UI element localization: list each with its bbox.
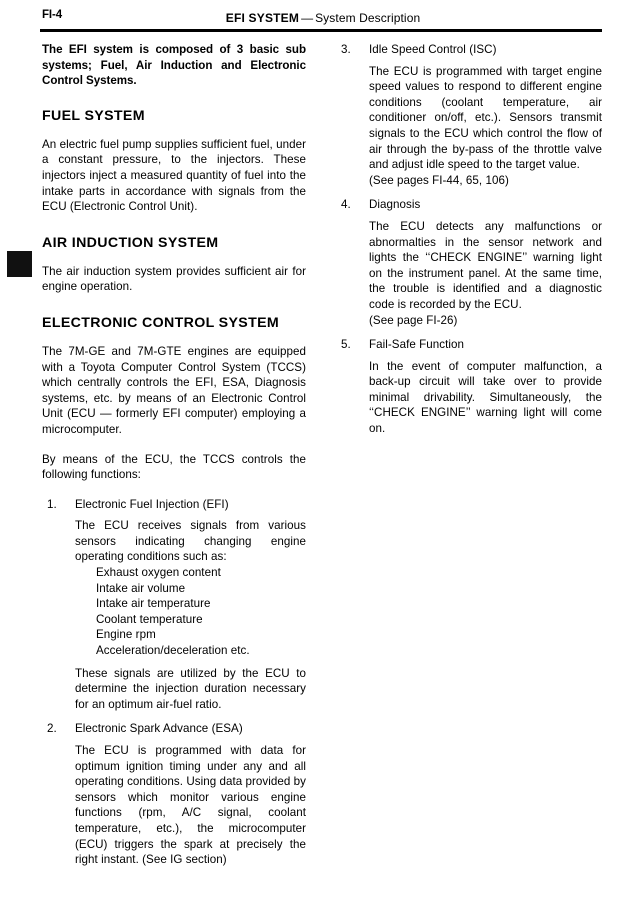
heading-electronic-control-system: ELECTRONIC CONTROL SYSTEM bbox=[42, 314, 280, 331]
heading-fuel-system: FUEL SYSTEM bbox=[42, 107, 145, 124]
list-item-title: Fail-Safe Function bbox=[369, 338, 464, 352]
sensor-list-item: Engine rpm bbox=[96, 628, 156, 642]
list-item-body: The ECU is programmed with data for optimum ignition timing under any and all operating conditions. Using data provided by sensors which monitor various engine functions (rpm, A/C signal, coolant temperature, etc.), the microcomputer (ECU) triggers the spark at precisely the right instant. (See IG section) bbox=[75, 744, 307, 867]
right-column bbox=[336, 42, 602, 437]
electronic-control-paragraph-1: The 7M-GE and 7M-GTE engines are equipped with a Toyota Computer Control System (TCCS) which centrally controls the EFI, ESA, Diagnosis systems, etc. by means of an Electronic Control Unit (ECU — formerly EFI computer) employing a microcomputer. bbox=[42, 344, 306, 436]
list-item-body: In the event of computer malfunction, a back-up circuit will take over to provide minimal drivability. Simultaneously, the ‘‘CHECK ENGINE’’ warning light will come on. bbox=[369, 359, 602, 436]
tccs-function-list-left bbox=[42, 497, 306, 868]
air-induction-paragraph: The air induction system provides sufficient air for engine operation. bbox=[42, 264, 306, 294]
section-edge-tab-marker bbox=[7, 251, 32, 277]
sensor-list-item: Intake air temperature bbox=[96, 597, 211, 611]
left-column bbox=[42, 42, 306, 868]
list-item-reference-note: (See page FI-26) bbox=[369, 313, 458, 327]
list-item-number: 4. bbox=[341, 198, 351, 212]
header-title-subtitle: System Description bbox=[315, 11, 421, 25]
tccs-function-list-right bbox=[336, 42, 602, 437]
list-item-number: 2. bbox=[47, 722, 57, 736]
list-item-title: Idle Speed Control (ISC) bbox=[369, 43, 497, 56]
electronic-control-paragraph-2: By means of the ECU, the TCCS controls the following functions: bbox=[42, 452, 306, 482]
list-item-body-secondary: These signals are utilized by the ECU to determine the injection duration necessary for an optimum air-fuel ratio. bbox=[75, 666, 306, 711]
list-item-reference-note: (See pages FI-44, 65, 106) bbox=[369, 173, 509, 187]
heading-air-induction-system: AIR INDUCTION SYSTEM bbox=[42, 234, 219, 251]
list-item-number: 5. bbox=[341, 338, 351, 352]
list-item-title: Electronic Spark Advance (ESA) bbox=[75, 722, 243, 736]
fuel-system-paragraph: An electric fuel pump supplies sufficient fuel, under a constant pressure, to the injectors. These injectors inject a measured quantity of fuel into the intake parts in accordance with signals from the ECU (Electronic Control Unit). bbox=[42, 137, 306, 214]
header-title bbox=[40, 9, 606, 27]
sensor-list-item: Intake air volume bbox=[96, 581, 186, 595]
sensor-list-item: Acceleration/deceleration etc. bbox=[96, 644, 250, 658]
list-item-body: The ECU is programmed with target engine speed values to respond to different engine conditions (coolant temperature, air conditioner on/off, etc.). Sensors transmit signals to the ECU which control the flow of air through the by-pass of the throttle valve and adjust idle speed to the target value. bbox=[369, 64, 602, 172]
list-item bbox=[336, 42, 602, 188]
sensor-condition-list bbox=[75, 565, 306, 659]
page-header bbox=[40, 9, 600, 31]
list-item-body: The ECU receives signals from various sensors indicating changing engine operating conditions such as: bbox=[75, 519, 306, 564]
header-page-number: FI-4 bbox=[42, 9, 63, 21]
list-item bbox=[336, 197, 602, 328]
header-title-dash: — bbox=[301, 11, 314, 25]
header-title-main: EFI SYSTEM bbox=[225, 11, 300, 25]
list-item-body: The ECU detects any malfunctions or abnormalties in the sensor network and lights the ‘‘CHECK ENGINE’’ warning light on the instrument panel. At the same time, the trouble is identified and a diagnostic code is recorded by the ECU. bbox=[369, 219, 602, 311]
list-item bbox=[42, 497, 306, 713]
sensor-list-item: Coolant temperature bbox=[96, 612, 203, 626]
list-item-title: Electronic Fuel Injection (EFI) bbox=[75, 497, 229, 511]
header-divider-rule bbox=[40, 29, 602, 32]
list-item bbox=[42, 721, 306, 867]
list-item-title: Diagnosis bbox=[369, 198, 421, 212]
list-item-number: 3. bbox=[341, 43, 351, 56]
intro-paragraph: The EFI system is composed of 3 basic sub systems; Fuel, Air Induction and Electronic Control Systems. bbox=[42, 43, 306, 88]
sensor-list-item: Exhaust oxygen content bbox=[96, 566, 221, 580]
list-item bbox=[336, 337, 602, 437]
list-item-number: 1. bbox=[47, 497, 57, 511]
